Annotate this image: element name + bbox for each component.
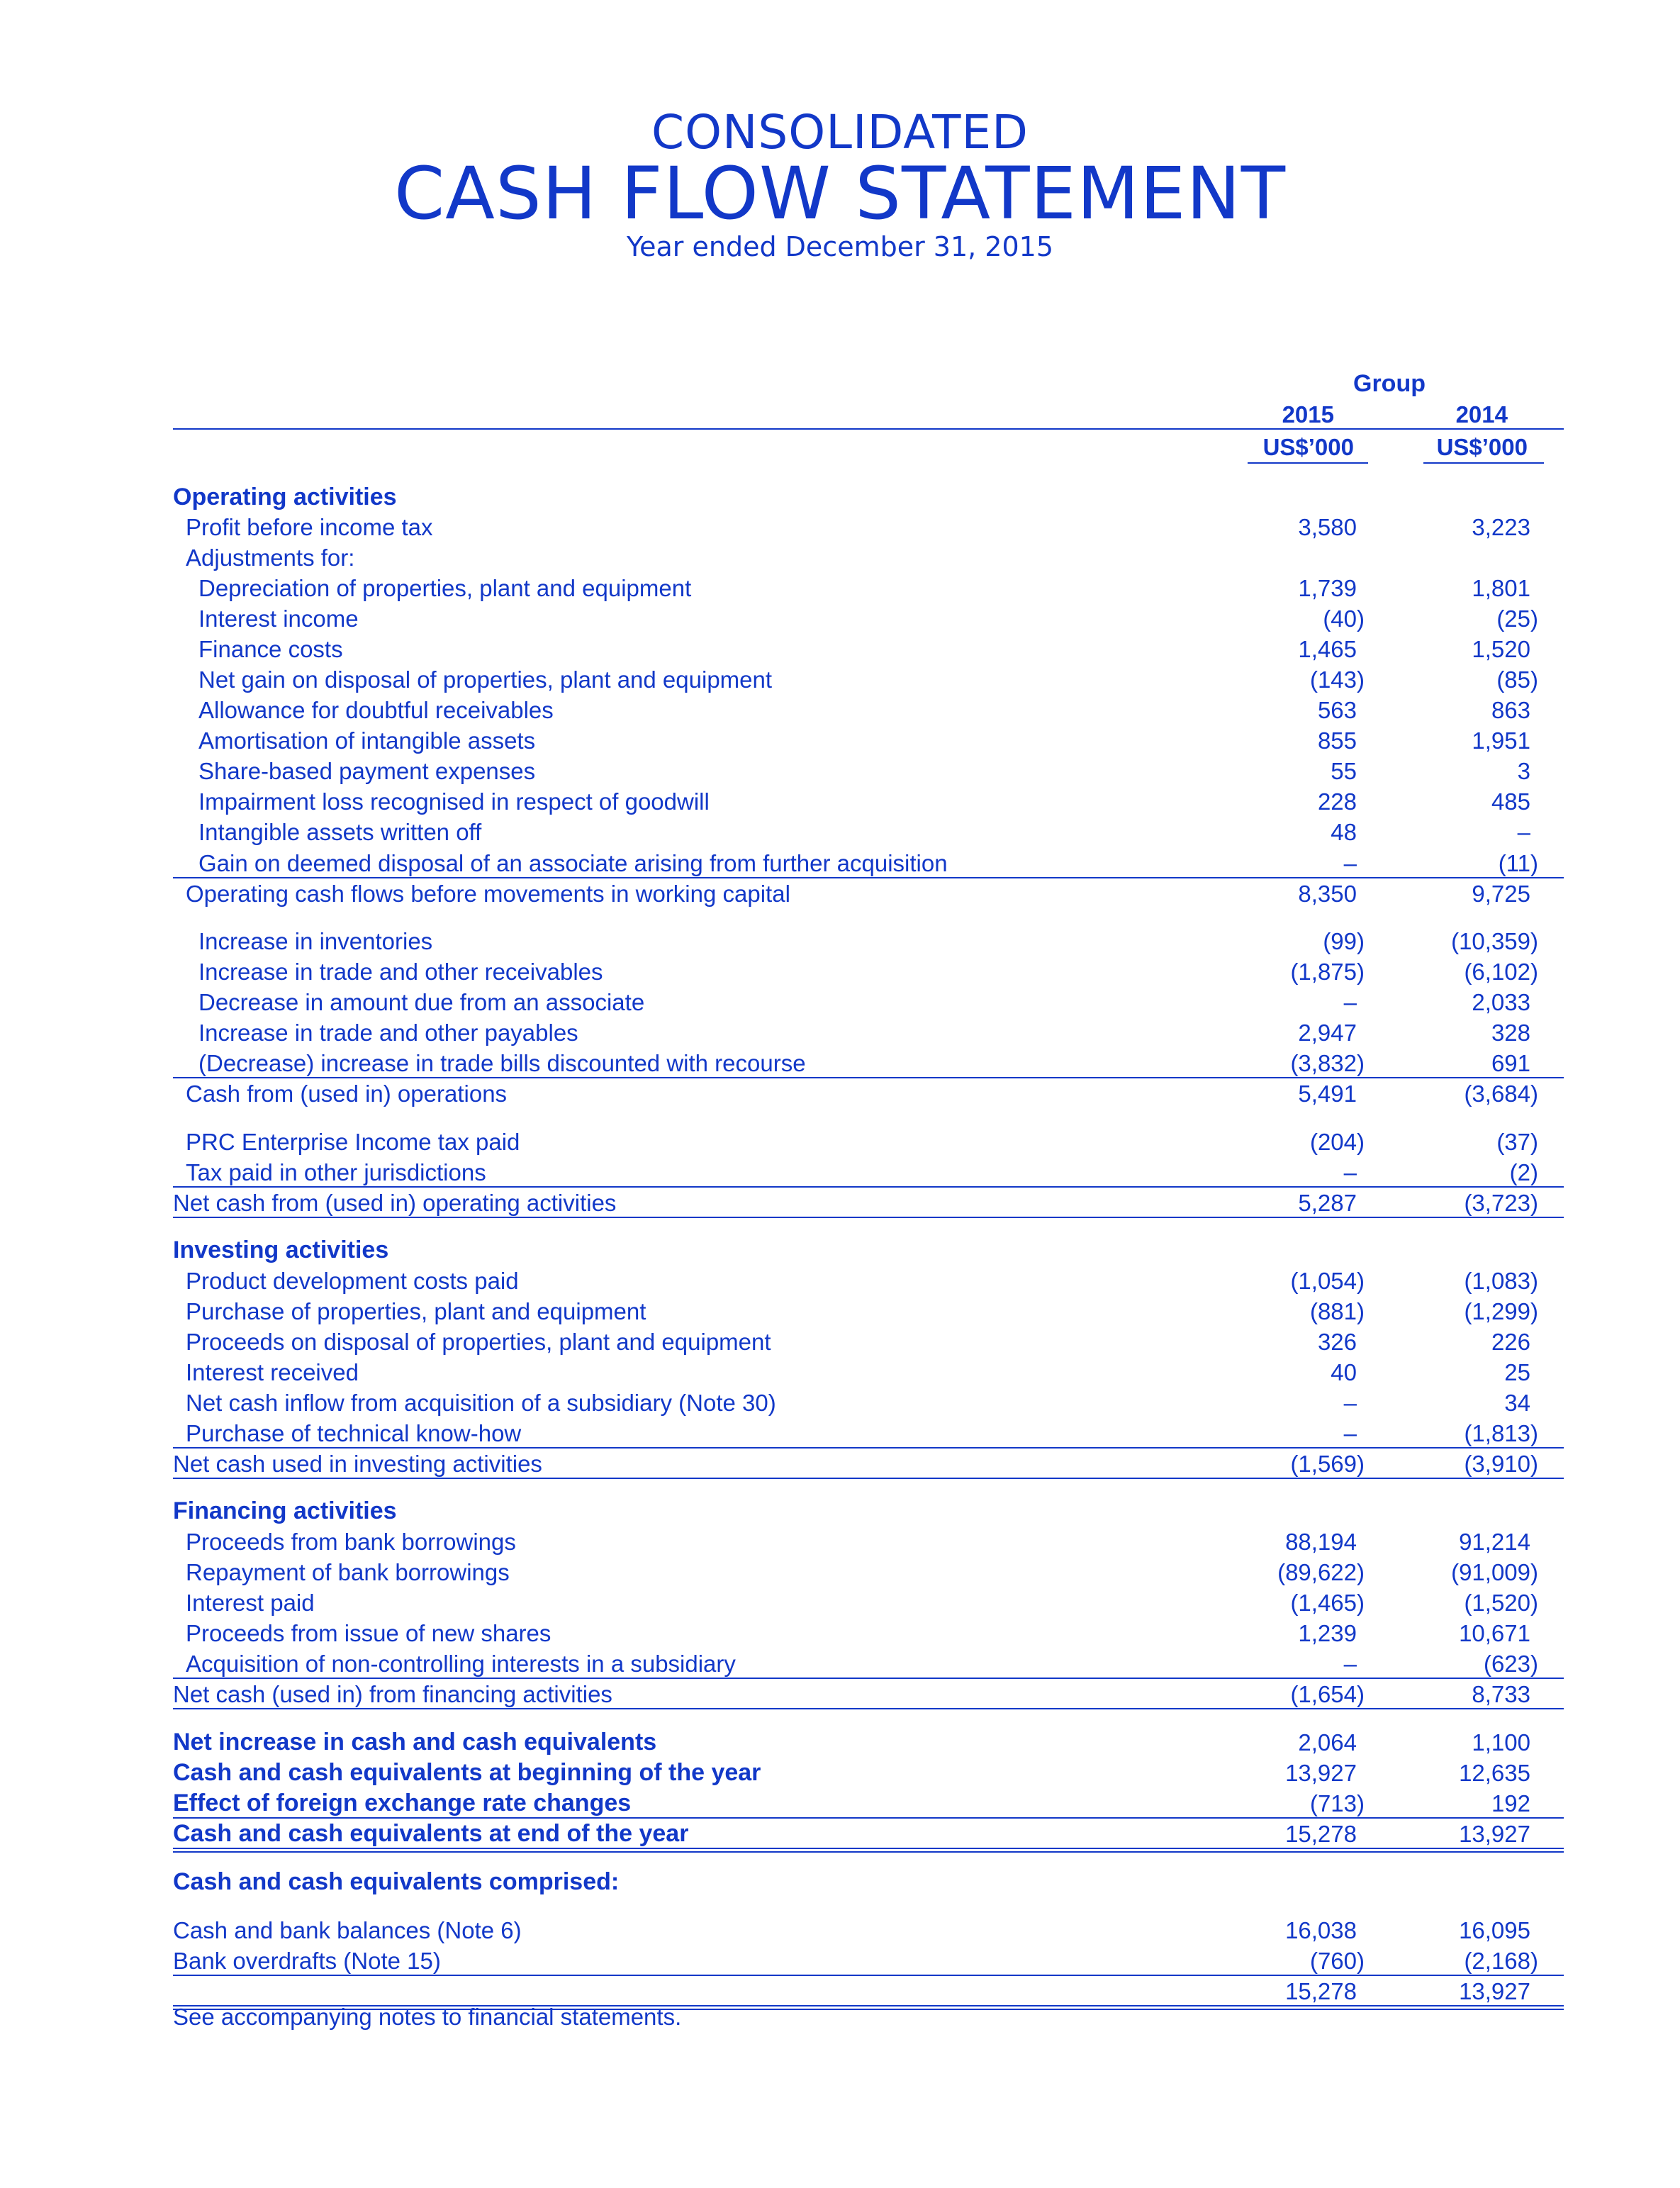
value-2015: –: [1343, 1159, 1357, 1185]
row-label-operating-cash-flows-before-movements-in: Operating cash flows before movements in working capital: [186, 881, 790, 907]
section-heading: [173, 1867, 1564, 1897]
value-2014: 2,033: [1472, 989, 1530, 1015]
value-2015: 5,491: [1298, 1081, 1357, 1107]
value-2015: (89,622): [1277, 1559, 1365, 1585]
value-2014: (1,520): [1464, 1590, 1538, 1616]
value-2015: (40): [1323, 605, 1365, 632]
table-row: [173, 664, 1564, 695]
section-heading: [173, 1496, 1564, 1526]
value-2015: 855: [1317, 727, 1357, 754]
row-label-proceeds-from-bank-borrowings: Proceeds from bank borrowings: [186, 1529, 516, 1555]
value-2014: 16,095: [1459, 1917, 1530, 1943]
value-2015: 326: [1317, 1329, 1357, 1355]
row-label-cash-and-bank-balances-note-6: Cash and bank balances (Note 6): [173, 1917, 522, 1943]
row-label-allowance-for-doubtful-receivables: Allowance for doubtful receivables: [198, 697, 554, 723]
value-2014: (6,102): [1464, 959, 1538, 985]
row-label-gain-on-deemed-disposal-of-an-associate-: Gain on deemed disposal of an associate arising from further acquisition: [198, 850, 948, 876]
value-2014: 863: [1491, 697, 1530, 723]
table-row: [173, 1449, 1564, 1479]
row-label-adjustments-for: Adjustments for:: [186, 545, 355, 571]
row-label-cash-and-cash-equivalents-at-beginning-o: Cash and cash equivalents at beginning of the year: [173, 1759, 761, 1786]
value-2015: 1,739: [1298, 575, 1357, 601]
value-2014: (91,009): [1451, 1559, 1538, 1585]
row-label-increase-in-trade-and-other-receivables: Increase in trade and other receivables: [198, 959, 603, 985]
row-label-acquisition-of-non-controlling-interests: Acquisition of non-controlling interests in a subsidiary: [186, 1651, 736, 1677]
row-label-depreciation-of-properties-plant-and-equ: Depreciation of properties, plant and equipment: [198, 575, 692, 601]
value-2014: (11): [1498, 850, 1538, 876]
table-row: [173, 1727, 1564, 1758]
table-row: [173, 603, 1564, 634]
table-row: [173, 1557, 1564, 1587]
table-row: [173, 848, 1564, 878]
row-label-interest-received: Interest received: [186, 1359, 359, 1385]
value-2014: (1,083): [1464, 1268, 1538, 1294]
row-label-financing-activities: Financing activities: [173, 1497, 397, 1524]
value-2014: 226: [1491, 1329, 1530, 1355]
value-2014: –: [1517, 819, 1530, 845]
table-row: [173, 1327, 1564, 1357]
table-row: [173, 1976, 1564, 2006]
value-2014: 25: [1504, 1359, 1530, 1385]
row-label-net-cash-used-in-from-financing-activiti: Net cash (used in) from financing activities: [173, 1681, 612, 1707]
value-2015: 8,350: [1298, 881, 1357, 907]
unit-rule-2015: [1248, 462, 1368, 464]
value-2014: 1,100: [1472, 1729, 1530, 1756]
value-2015: 15,278: [1285, 1978, 1357, 2004]
value-2014: 91,214: [1459, 1529, 1530, 1555]
double-underline: [173, 1851, 1564, 1853]
value-2015: (1,875): [1290, 959, 1365, 985]
table-row: [173, 1679, 1564, 1709]
row-label-purchase-of-technical-know-how: Purchase of technical know-how: [186, 1420, 522, 1446]
value-2015: –: [1343, 1420, 1357, 1446]
value-2014: (37): [1496, 1129, 1538, 1155]
value-2014: (3,910): [1464, 1451, 1538, 1477]
table-row: [173, 542, 1564, 573]
column-year-2014: 2014: [1455, 401, 1508, 428]
table-row: [173, 1618, 1564, 1648]
row-label-intangible-assets-written-off: Intangible assets written off: [198, 819, 482, 845]
table-row: [173, 1788, 1564, 1819]
table-row: [173, 1157, 1564, 1188]
value-2015: 48: [1331, 819, 1357, 845]
value-2015: 1,465: [1298, 636, 1357, 662]
value-2014: (2,168): [1464, 1948, 1538, 1974]
row-label-cash-and-cash-equivalents-comprised: Cash and cash equivalents comprised:: [173, 1868, 620, 1895]
value-2014: 691: [1491, 1050, 1530, 1076]
table-row: [173, 1127, 1564, 1157]
row-label-prc-enterprise-income-tax-paid: PRC Enterprise Income tax paid: [186, 1129, 520, 1155]
value-2015: 2,947: [1298, 1020, 1357, 1046]
row-label-net-cash-inflow-from-acquisition-of-a-su: Net cash inflow from acquisition of a subsidiary (Note 30): [186, 1390, 776, 1416]
value-2015: –: [1343, 1651, 1357, 1677]
table-row: [173, 1418, 1564, 1449]
row-label-decrease-increase-in-trade-bills-discoun: (Decrease) increase in trade bills discounted with recourse: [198, 1050, 806, 1076]
value-2015: 1,239: [1298, 1620, 1357, 1646]
row-label-net-cash-from-used-in-operating-activiti: Net cash from (used in) operating activities: [173, 1190, 617, 1216]
value-2015: (881): [1309, 1298, 1365, 1324]
value-2015: 228: [1317, 788, 1357, 815]
row-label-purchase-of-properties-plant-and-equipme: Purchase of properties, plant and equipment: [186, 1298, 646, 1324]
value-2015: (3,832): [1290, 1050, 1365, 1076]
value-2015: 40: [1331, 1359, 1357, 1385]
row-label-increase-in-inventories: Increase in inventories: [198, 928, 433, 954]
row-label-cash-from-used-in-operations: Cash from (used in) operations: [186, 1081, 508, 1107]
row-label-net-cash-used-in-investing-activities: Net cash used in investing activities: [173, 1451, 542, 1477]
value-2014: 485: [1491, 788, 1530, 815]
value-2015: (760): [1309, 1948, 1365, 1974]
value-2014: 192: [1491, 1790, 1530, 1816]
table-row: [173, 786, 1564, 817]
underline: [173, 1708, 1564, 1709]
row-label-impairment-loss-recognised-in-respect-of: Impairment loss recognised in respect of goodwill: [198, 788, 710, 815]
value-2014: (3,723): [1464, 1190, 1538, 1216]
value-2015: 13,927: [1285, 1760, 1357, 1786]
table-row: [173, 1819, 1564, 1849]
value-2014: 1,951: [1472, 727, 1530, 754]
table-row: [173, 956, 1564, 987]
title-period: Year ended December 31, 2015: [626, 231, 1054, 262]
table-row: [173, 1526, 1564, 1557]
value-2015: (99): [1323, 928, 1365, 954]
table-row: [173, 1946, 1564, 1976]
value-2015: 15,278: [1285, 1821, 1357, 1847]
row-label-operating-activities: Operating activities: [173, 484, 397, 510]
row-label-profit-before-income-tax: Profit before income tax: [186, 514, 433, 540]
value-2015: (1,654): [1290, 1681, 1365, 1707]
table-row: [173, 1915, 1564, 1946]
header-rule: [173, 428, 1564, 430]
row-label-effect-of-foreign-exchange-rate-changes: Effect of foreign exchange rate changes: [173, 1790, 632, 1816]
row-label-repayment-of-bank-borrowings: Repayment of bank borrowings: [186, 1559, 510, 1585]
column-year-2015: 2015: [1282, 401, 1334, 428]
row-label-amortisation-of-intangible-assets: Amortisation of intangible assets: [198, 727, 536, 754]
value-2015: (1,465): [1290, 1590, 1365, 1616]
value-2014: 13,927: [1459, 1978, 1530, 2004]
table-row: [173, 1587, 1564, 1618]
value-2015: (1,569): [1290, 1451, 1365, 1477]
underline: [173, 1217, 1564, 1218]
row-label-net-increase-in-cash-and-cash-equivalent: Net increase in cash and cash equivalents: [173, 1729, 657, 1756]
value-2014: 3: [1517, 758, 1530, 784]
value-2014: 8,733: [1472, 1681, 1530, 1707]
row-label-increase-in-trade-and-other-payables: Increase in trade and other payables: [198, 1020, 578, 1046]
double-underline: [173, 1848, 1564, 1849]
table-row: [173, 1648, 1564, 1679]
table-row: [173, 1017, 1564, 1048]
value-2015: 3,580: [1298, 514, 1357, 540]
value-2014: 34: [1504, 1390, 1530, 1416]
value-2014: 13,927: [1459, 1821, 1530, 1847]
value-2014: 1,801: [1472, 575, 1530, 601]
footnote: See accompanying notes to financial statements.: [173, 2004, 682, 2030]
value-2014: 9,725: [1472, 881, 1530, 907]
table-row: [173, 1048, 1564, 1078]
value-2014: 1,520: [1472, 636, 1530, 662]
value-2015: –: [1343, 1390, 1357, 1416]
table-row: [173, 1078, 1564, 1109]
value-2015: 2,064: [1298, 1729, 1357, 1756]
value-2014: (3,684): [1464, 1081, 1538, 1107]
table-row: [173, 1266, 1564, 1296]
table-row: [173, 1388, 1564, 1418]
row-label-net-gain-on-disposal-of-properties-plant: Net gain on disposal of properties, plant and equipment: [198, 666, 773, 693]
value-2014: 10,671: [1459, 1620, 1530, 1646]
value-2015: (204): [1309, 1129, 1365, 1155]
value-2014: (25): [1496, 605, 1538, 632]
table-row: [173, 926, 1564, 956]
value-2014: (85): [1496, 666, 1538, 693]
value-2015: –: [1343, 850, 1357, 876]
value-2015: (143): [1309, 666, 1365, 693]
value-2014: 12,635: [1459, 1760, 1530, 1786]
unit-rule-2014: [1423, 462, 1544, 464]
value-2014: (1,813): [1464, 1420, 1538, 1446]
table-row: [173, 756, 1564, 786]
value-2015: 5,287: [1298, 1190, 1357, 1216]
table-row: [173, 512, 1564, 542]
table-row: [173, 1296, 1564, 1327]
table-row: [173, 817, 1564, 847]
table-row: [173, 725, 1564, 756]
table-row: [173, 634, 1564, 664]
row-label-share-based-payment-expenses: Share-based payment expenses: [198, 758, 536, 784]
column-unit-2015: US$’000: [1262, 434, 1354, 460]
row-label-bank-overdrafts-note-15: Bank overdrafts (Note 15): [173, 1948, 441, 1974]
row-label-interest-income: Interest income: [198, 605, 359, 632]
row-label-finance-costs: Finance costs: [198, 636, 343, 662]
value-2015: –: [1343, 989, 1357, 1015]
value-2014: (1,299): [1464, 1298, 1538, 1324]
row-label-tax-paid-in-other-jurisdictions: Tax paid in other jurisdictions: [186, 1159, 486, 1185]
value-2015: 88,194: [1285, 1529, 1357, 1555]
column-unit-2014: US$’000: [1436, 434, 1528, 460]
value-2014: 328: [1491, 1020, 1530, 1046]
table-row: [173, 1188, 1564, 1218]
row-label-decrease-in-amount-due-from-an-associate: Decrease in amount due from an associate: [198, 989, 645, 1015]
row-label-proceeds-from-issue-of-new-shares: Proceeds from issue of new shares: [186, 1620, 551, 1646]
table-row: [173, 987, 1564, 1017]
value-2014: 3,223: [1472, 514, 1530, 540]
title-consolidated: CONSOLIDATED: [651, 105, 1029, 160]
row-label-cash-and-cash-equivalents-at-end-of-the-: Cash and cash equivalents at end of the year: [173, 1820, 689, 1847]
column-group-header: Group: [1353, 370, 1426, 397]
value-2015: 55: [1331, 758, 1357, 784]
row-label-interest-paid: Interest paid: [186, 1590, 315, 1616]
table-row: [173, 1357, 1564, 1388]
row-label-product-development-costs-paid: Product development costs paid: [186, 1268, 519, 1294]
value-2015: 16,038: [1285, 1917, 1357, 1943]
table-row: [173, 1758, 1564, 1788]
row-label-investing-activities: Investing activities: [173, 1237, 389, 1263]
value-2014: (623): [1483, 1651, 1538, 1677]
value-2014: (2): [1509, 1159, 1538, 1185]
section-heading: [173, 482, 1564, 513]
underline: [173, 1478, 1564, 1479]
value-2015: 563: [1317, 697, 1357, 723]
table-row: [173, 878, 1564, 909]
table-row: [173, 573, 1564, 603]
value-2015: (1,054): [1290, 1268, 1365, 1294]
value-2014: (10,359): [1451, 928, 1538, 954]
value-2015: (713): [1309, 1790, 1365, 1816]
title-cash-flow-statement: CASH FLOW STATEMENT: [393, 152, 1287, 236]
row-label-proceeds-on-disposal-of-properties-plant: Proceeds on disposal of properties, plant and equipment: [186, 1329, 771, 1355]
table-row: [173, 695, 1564, 725]
section-heading: [173, 1235, 1564, 1266]
